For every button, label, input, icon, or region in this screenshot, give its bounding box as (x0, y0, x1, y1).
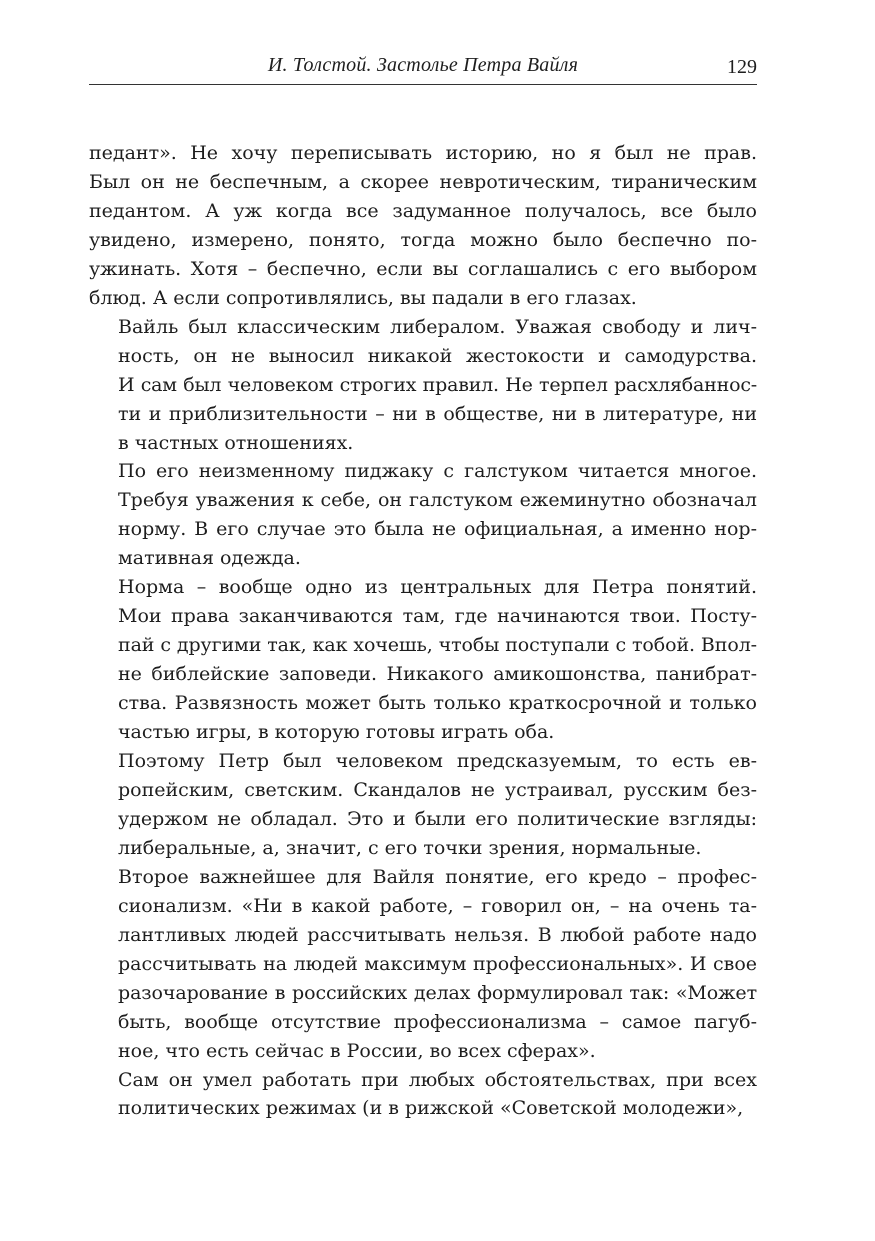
text-line: Требуя уважения к себе, он галстуком ежеминутно обозначал (118, 489, 757, 512)
running-title: И. Толстой. Застолье Петра Вайля (267, 54, 579, 76)
text-line: Мои права заканчиваются там, где начинаются твои. Посту- (118, 605, 757, 628)
text-line: удержом не обладал. Это и были его политические взгляды: (118, 807, 757, 830)
text-line: ти и приблизительности – ни в обществе, ни в литературе, ни (118, 402, 757, 425)
text-line: Был он не беспечным, а скорее невротическим, тираническим (89, 170, 757, 193)
paragraph (89, 139, 757, 313)
paragraph (89, 1066, 757, 1124)
text-line: лантливых людей рассчитывать нельзя. В любой работе надо (118, 923, 757, 946)
text-line: педантом. А уж когда все задуманное получалось, все было (89, 199, 757, 222)
text-line: Второе важнейшее для Вайля понятие, его кредо – профес- (118, 865, 757, 888)
text-line: частью игры, в которую готовы играть оба. (118, 721, 555, 744)
text-line: Сам он умел работать при любых обстоятельствах, при всех (118, 1068, 757, 1091)
paragraph (89, 573, 757, 747)
text-line: блюд. А если сопротивлялись, вы падали в его глазах. (89, 286, 637, 309)
text-line: не библейские заповеди. Никакого амикошонства, панибрат- (118, 663, 757, 686)
text-line: Поэтому Петр был человеком предсказуемым, то есть ев- (118, 750, 757, 773)
text-line: ность, он не выносил никакой жестокости и самодурства. (118, 344, 757, 367)
text-line: ства. Развязность может быть только краткосрочной и только (118, 692, 757, 715)
text-line: в частных отношениях. (118, 431, 354, 454)
text-line: ужинать. Хотя – беспечно, если вы соглашались с его выбором (89, 257, 757, 280)
paragraph (89, 313, 757, 458)
text-line: разочарование в российских делах формулировал так: «Может (118, 981, 757, 1004)
text-line: педант». Не хочу переписывать историю, но я был не прав. (89, 142, 757, 164)
running-header (89, 52, 757, 85)
body-text (89, 139, 757, 1123)
text-line: ное, что есть сейчас в России, во всех сферах». (118, 1039, 596, 1062)
text-line: сионализм. «Ни в какой работе, – говорил он, – на очень та- (118, 894, 757, 917)
page-number: 129 (727, 56, 757, 78)
text-line: Норма – вообще одно из центральных для Петра понятий. (118, 576, 757, 599)
text-line: политических режимах (и в рижской «Советской молодежи», (118, 1097, 744, 1120)
text-line: По его неизменному пиджаку с галстуком читается многое. (118, 460, 757, 483)
text-line: пай с другими так, как хочешь, чтобы поступали с тобой. Впол- (118, 634, 757, 657)
paragraph (89, 863, 757, 1066)
text-line: рассчитывать на людей максимум профессиональных». И свое (118, 952, 757, 975)
paragraph (89, 747, 757, 863)
text-line: ропейским, светским. Скандалов не устраивал, русским без- (118, 778, 757, 801)
text-line: либеральные, а, значит, с его точки зрения, нормальные. (118, 836, 702, 859)
text-line: норму. В его случае это была не официальная, а именно нор- (118, 518, 757, 541)
text-line: увидено, измерено, понято, тогда можно было беспечно по- (89, 228, 757, 251)
paragraph (89, 457, 757, 573)
text-line: И сам был человеком строгих правил. Не терпел расхлябаннос- (118, 373, 757, 396)
text-line: быть, вообще отсутствие профессионализма – самое пагуб- (118, 1010, 757, 1033)
text-line: мативная одежда. (118, 547, 301, 570)
text-line: Вайль был классическим либералом. Уважая свободу и лич- (118, 315, 757, 338)
